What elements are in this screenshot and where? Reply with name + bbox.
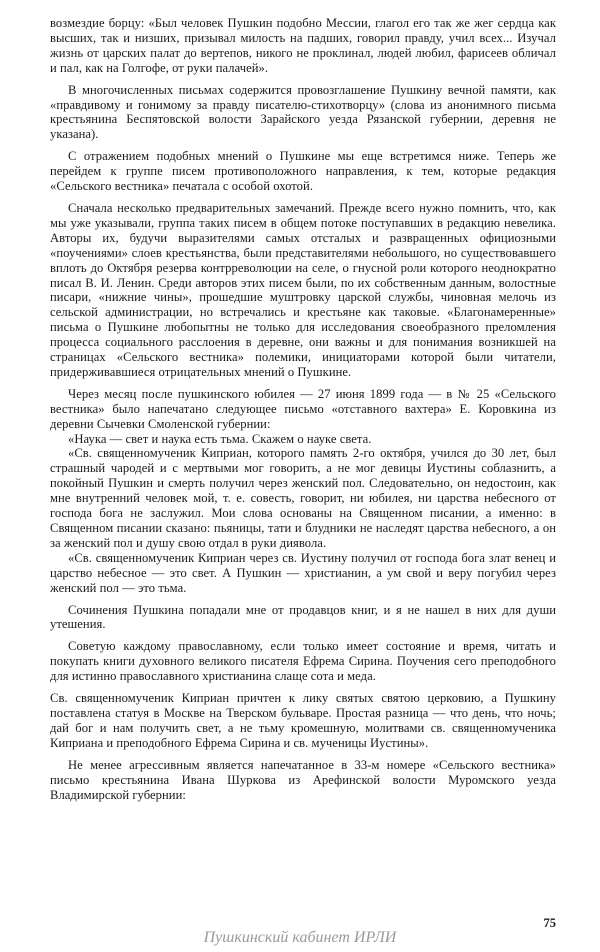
quote-line-1: «Наука — свет и наука есть тьма. Скажем о науке света. xyxy=(68,431,372,446)
quote-paragraph-1: «Св. священномученик Киприан, которого память 2-го октября, учился до 30 лет, был страшный чародей и с мертвыми мог говорить, а не мог девицы Иустины соблазнить, а покойный Пушкин и смерть получил через женский пол. Следовательно, он недостоин, как мне внутренний человек мой, т. е. совесть, говорит, ни юбилея, ни царства небесного от господа бога не заслужил. Мои слова основаны на Священном писании, а именно: в Священном писании сказано: пьяницы, тати и блудники не наследят царства небесного, а он за женский пол и душу свою отдал в руки диявола. xyxy=(50,446,556,550)
body-text xyxy=(50,16,556,802)
paragraph-final: Не менее агрессивным является напечатанное в 33-м номере «Сельского вестника» письмо крестьянина Ивана Шуркова из Арефинской волости Муромского уезда Владимирской губернии: xyxy=(50,757,556,802)
quote-paragraph-3: Сочинения Пушкина попадали мне от продавцов книг, и я не нашел в них для души утешения. xyxy=(50,602,556,632)
paragraph-1: возмездие борцу: «Был человек Пушкин подобно Мессии, глагол его так же жег сердца как высших, так и низших, призывал милость на падших, говорил правду, учил всех... Изучал жизнь от царских палат до вертепов, никого не проклинал, людей любил, фарисеев обличал и пал, как на Голгофе, от руки палачей». xyxy=(50,16,556,75)
paragraph-3: С отражением подобных мнений о Пушкине мы еще встретимся ниже. Теперь же перейдем к группе писем противоположного направления, к тем, которые редакция «Сельского вестника» печатала с особой охотой. xyxy=(50,149,556,194)
quote-paragraph-5: Св. священномученик Киприан причтен к лику святых святою церковию, а Пушкину поставлена статуя в Москве на Тверском бульваре. Простая разница — что день, что ночь; дай бог и нам получить свет, а не тьму кромешную, молитвами св. священномученика Киприана и преподобного Ефрема Сирина и св. мученицы Иустины». xyxy=(50,691,556,750)
page-number: 75 xyxy=(543,916,556,930)
quote-paragraph-4: Советую каждому православному, если только имеет состояние и время, читать и покупать книги духовного великого писателя Ефрема Сирина. Поучения сего преподобного для истинно православного христианина слаще сота и меда. xyxy=(50,639,556,684)
paragraph-5: Через месяц после пушкинского юбилея — 27 июня 1899 года — в № 25 «Сельского вестника» было напечатано следующее письмо «отставного вахтера» Е. Коровкина из деревни Сычевки Смоленской губернии: xyxy=(50,386,556,431)
paragraph-4: Сначала несколько предварительных замечаний. Прежде всего нужно помнить, что, как мы уже указывали, группа таких писем в общем потоке поступавших в редакцию невелика. Авторы их, будучи выразителями самых отсталых и развращенных официозными «поучениями» слоев крестьянства, были представителями небольшого, но существовавшего вплоть до Октября резерва контрреволюции на селе, о гнусной роли которого неоднократно писал В. И. Ленин. Среди авторов этих писем были, по их собственным данным, волостные писари, «нижние чины», прошедшие муштровку царской службы, чиновная мелочь из сельской администрации, но встречались и крестьяне как таковые. «Благонамеренные» письма о Пушкине любопытны не только для исследования своеобразного преломления процесса социального расслоения в деревне, они важны и для понимания возникшей на страницах «Сельского вестника» полемики, инициаторами которой были читатели, придерживавшиеся отрицательных мнений о Пушкине. xyxy=(50,200,556,379)
quote-paragraph-2: «Св. священномученик Киприан через св. Иустину получил от господа бога злат венец и царство небесное — это свет. А Пушкин — христианин, а ум свой и веру погубил через женский пол — это тьма. xyxy=(50,550,556,595)
watermark: Пушкинский кабинет ИРЛИ xyxy=(203,929,397,946)
paragraph-2: В многочисленных письмах содержится провозглашение Пушкину вечной памяти, как «правдивому и гонимому за правду писателю-стихотворцу» (слова из анонимного письма крестьянина Беспятовской волости Зарайского уезда Рязанской губернии, деревня не указана). xyxy=(50,82,556,142)
